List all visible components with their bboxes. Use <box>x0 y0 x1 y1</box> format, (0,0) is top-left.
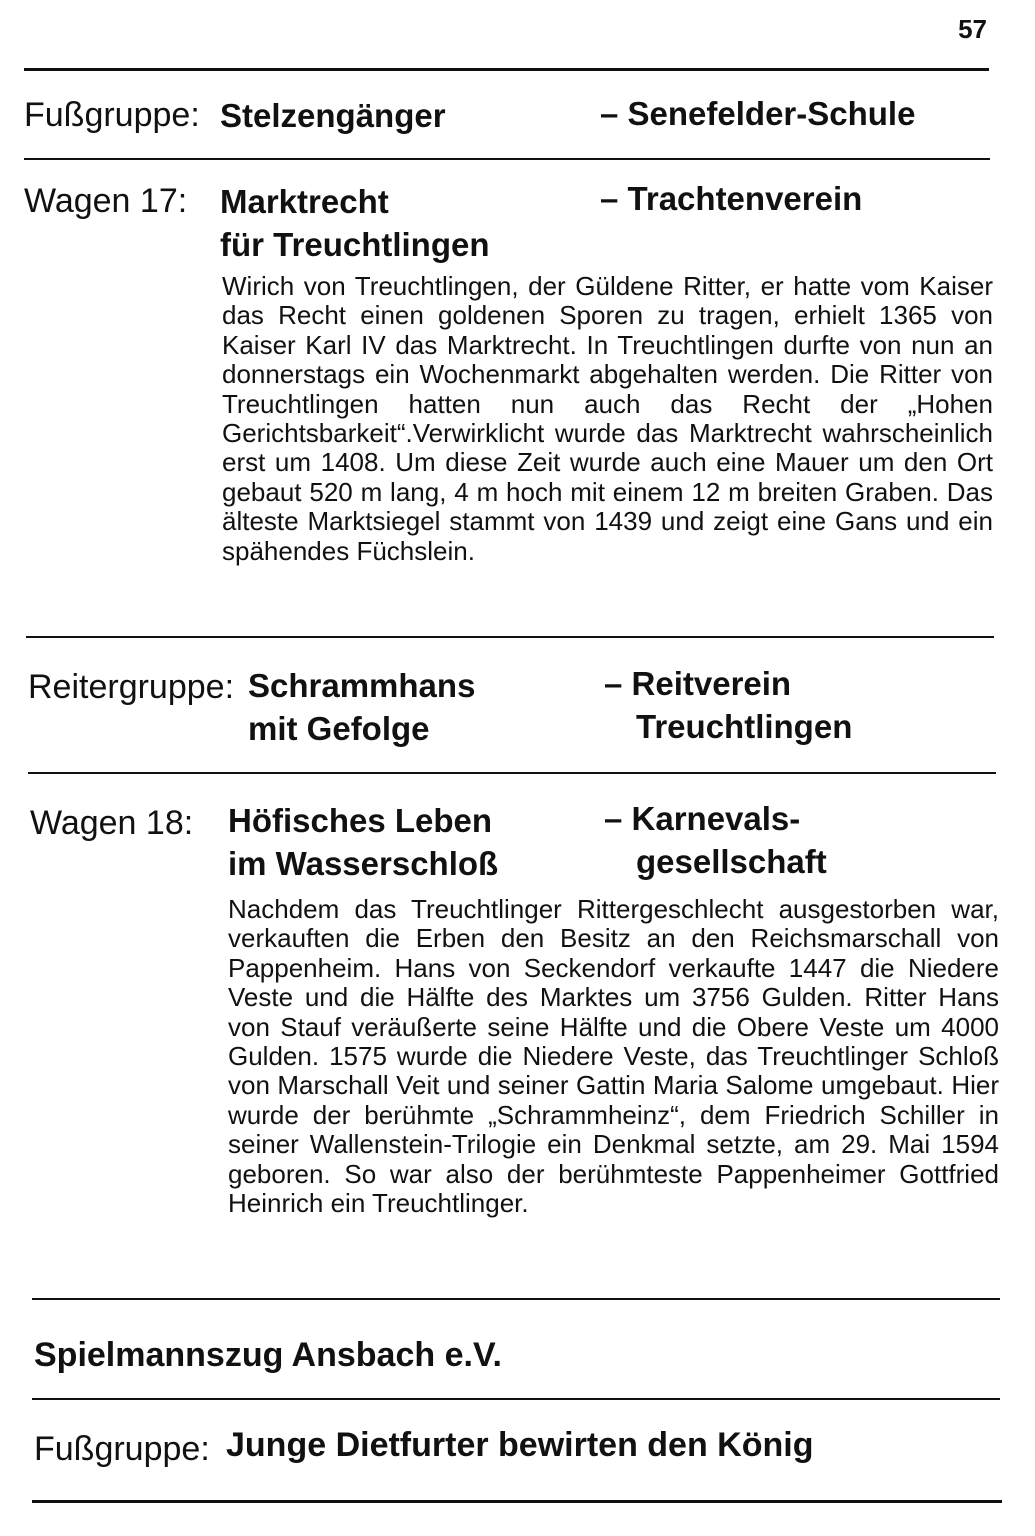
org-line: – Senefelder-Schule <box>600 95 916 132</box>
divider <box>32 1398 1000 1400</box>
divider <box>28 772 996 774</box>
section-title <box>228 799 498 885</box>
section-organization <box>600 177 862 220</box>
title-line: Schrammhans <box>248 667 476 704</box>
page-number: 57 <box>958 14 987 44</box>
section-label: Wagen 17: <box>24 182 188 220</box>
section-label: Fußgruppe: <box>24 96 200 134</box>
title-line: mit Gefolge <box>248 710 430 747</box>
divider <box>26 636 994 638</box>
title-line: im Wasserschloß <box>228 845 499 882</box>
divider <box>24 68 989 71</box>
title-line: für Treuchtlingen <box>220 226 490 263</box>
section-description: Wirich von Treuchtlingen, der Güldene Ritter, er hatte vom Kaiser das Recht einen goldenen Sporen zu tragen, erhielt 1365 von Kaiser Karl IV das Marktrecht. In Treuchtlingen durfte von nun an donnerstags ein Wochenmarkt abgehalten werden. Die Ritter von Treuchtlingen hatten nun auch das Recht der „Hohen Gerichtsbarkeit“.Verwirklicht wurde das Marktrecht wahrscheinlich erst um 1408. Um diese Zeit wurde auch eine Mauer um den Ort gebaut 520 m lang, 4 m hoch mit einem 12 m breiten Graben. Das älteste Marktsiegel stammt von 1439 und zeigt eine Gans und ein spähendes Füchslein. <box>222 271 993 566</box>
section-organization <box>604 797 827 883</box>
org-line: Treuchtlingen <box>636 708 853 745</box>
org-line: gesellschaft <box>636 843 827 880</box>
title-line: Höfisches Leben <box>228 802 493 839</box>
section-label: Wagen 18: <box>30 804 194 842</box>
divider <box>24 158 990 160</box>
section-title <box>248 664 475 750</box>
org-line: – Karnevals- <box>604 800 801 837</box>
title-line: Stelzengänger <box>220 97 446 134</box>
section-title: Spielmannszug Ansbach e.V. <box>34 1336 502 1374</box>
org-line: – Trachtenverein <box>600 180 863 217</box>
section-label: Fußgruppe: <box>34 1430 210 1468</box>
section-label: Reitergruppe: <box>28 668 235 706</box>
section-organization <box>604 662 852 748</box>
divider <box>32 1500 1002 1503</box>
section-description: Nachdem das Treuchtlinger Rittergeschlecht ausgestorben war, verkauften die Erben den Besitz an den Reichsmarschall von Pappenheim. Hans von Seckendorf verkaufte 1447 die Niedere Veste und die Hälfte des Marktes um 3756 Gulden. Ritter Hans von Stauf veräußerte seine Hälfte und die Obere Veste um 4000 Gulden. 1575 wurde die Niedere Veste, das Treuchtlinger Schloß von Marschall Veit und seiner Gattin Maria Salome umgebaut. Hier wurde der berühmte „Schrammheinz“, dem Friedrich Schiller in seiner Wallenstein-Trilogie ein Denkmal setzte, am 29. Mai 1594 geboren. So war also der berühmteste Pappenheimer Gottfried Heinrich ein Treuchtlinger. <box>228 894 999 1219</box>
section-title: Junge Dietfurter bewirten den König <box>226 1426 814 1464</box>
title-line: Marktrecht <box>220 183 389 220</box>
section-title <box>220 94 446 137</box>
divider <box>32 1298 1000 1300</box>
section-title <box>220 180 490 266</box>
org-line: – Reitverein <box>604 665 792 702</box>
section-organization <box>600 92 915 135</box>
